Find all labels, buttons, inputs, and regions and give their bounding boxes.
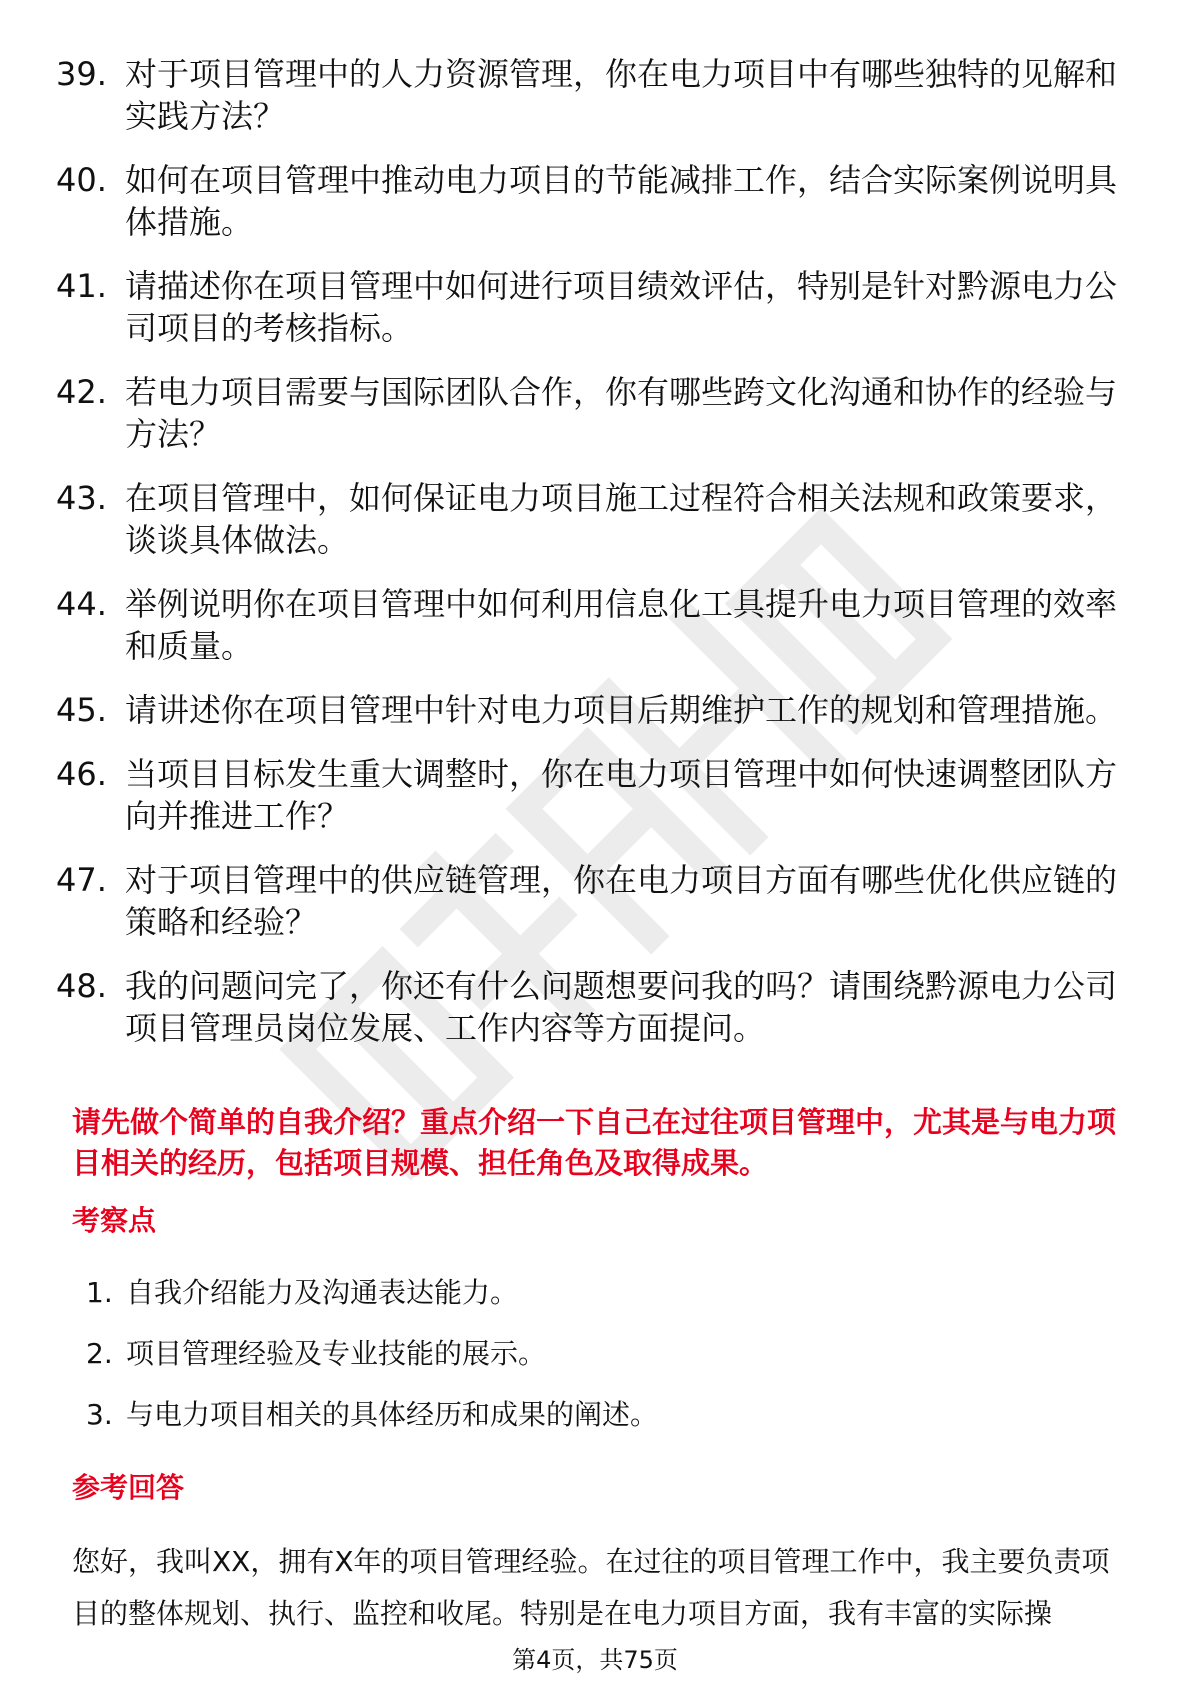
question-item xyxy=(56,477,1136,561)
question-text: 请描述你在项目管理中如何进行项目绩效评估，特别是针对黔源电力公司项目的考核指标。 xyxy=(125,267,1118,347)
question-number: 48. xyxy=(56,967,107,1005)
assessment-point-text: 自我介绍能力及沟通表达能力。 xyxy=(126,1276,519,1309)
assessment-point-text: 与电力项目相关的具体经历和成果的阐述。 xyxy=(126,1398,659,1431)
assessment-point-number: 1. xyxy=(86,1276,113,1309)
question-text: 请讲述你在项目管理中针对电力项目后期维护工作的规划和管理措施。 xyxy=(125,691,1118,729)
assessment-point-number: 3. xyxy=(86,1398,113,1431)
featured-question: 请先做个简单的自我介绍？重点介绍一下自己在过往项目管理中，尤其是与电力项目相关的经历，包括项目规模、担任角色及取得成果。 xyxy=(72,1105,1117,1180)
question-text: 如何在项目管理中推动电力项目的节能减排工作，结合实际案例说明具体措施。 xyxy=(125,161,1118,241)
question-number: 41. xyxy=(56,267,107,305)
assessment-point-text: 项目管理经验及专业技能的展示。 xyxy=(126,1337,547,1370)
question-text: 举例说明你在项目管理中如何利用信息化工具提升电力项目管理的效率和质量。 xyxy=(125,585,1118,665)
question-text: 在项目管理中，如何保证电力项目施工过程符合相关法规和政策要求，谈谈具体做法。 xyxy=(125,479,1118,559)
question-item xyxy=(56,583,1136,667)
reference-answer: 您好，我叫XX，拥有X年的项目管理经验。在过往的项目管理工作中，我主要负责项目的整体规划、执行、监控和收尾。特别是在电力项目方面，我有丰富的实际操 xyxy=(72,1545,1110,1630)
question-item xyxy=(56,159,1136,243)
question-item xyxy=(56,53,1136,137)
question-text: 对于项目管理中的供应链管理，你在电力项目方面有哪些优化供应链的策略和经验？ xyxy=(125,861,1118,941)
page-footer: 第4页，共75页 xyxy=(512,1646,678,1674)
assessment-point-number: 2. xyxy=(86,1337,113,1370)
question-number: 42. xyxy=(56,373,107,411)
assessment-point xyxy=(86,1276,658,1310)
question-text: 对于项目管理中的人力资源管理，你在电力项目中有哪些独特的见解和实践方法？ xyxy=(125,55,1118,135)
assessment-point xyxy=(86,1398,658,1432)
question-item xyxy=(56,965,1136,1049)
question-item xyxy=(56,753,1136,837)
question-text: 若电力项目需要与国际团队合作，你有哪些跨文化沟通和协作的经验与方法？ xyxy=(125,373,1118,453)
question-text: 当项目目标发生重大调整时，你在电力项目管理中如何快速调整团队方向并推进工作？ xyxy=(125,755,1118,835)
assessment-point xyxy=(86,1337,658,1371)
question-number: 44. xyxy=(56,585,107,623)
question-number: 43. xyxy=(56,479,107,517)
question-text: 我的问题问完了，你还有什么问题想要问我的吗？请围绕黔源电力公司项目管理员岗位发展、工作内容等方面提问。 xyxy=(125,967,1118,1047)
question-item xyxy=(56,689,1136,731)
question-number: 39. xyxy=(56,55,107,93)
assessment-points xyxy=(86,1276,658,1459)
question-list xyxy=(56,53,1136,1071)
question-number: 47. xyxy=(56,861,107,899)
reference-title: 参考回答 xyxy=(72,1471,185,1504)
question-item xyxy=(56,859,1136,943)
assessment-title: 考察点 xyxy=(72,1204,157,1237)
question-number: 40. xyxy=(56,161,107,199)
question-item xyxy=(56,371,1136,455)
question-item xyxy=(56,265,1136,349)
question-number: 45. xyxy=(56,691,107,729)
question-number: 46. xyxy=(56,755,107,793)
